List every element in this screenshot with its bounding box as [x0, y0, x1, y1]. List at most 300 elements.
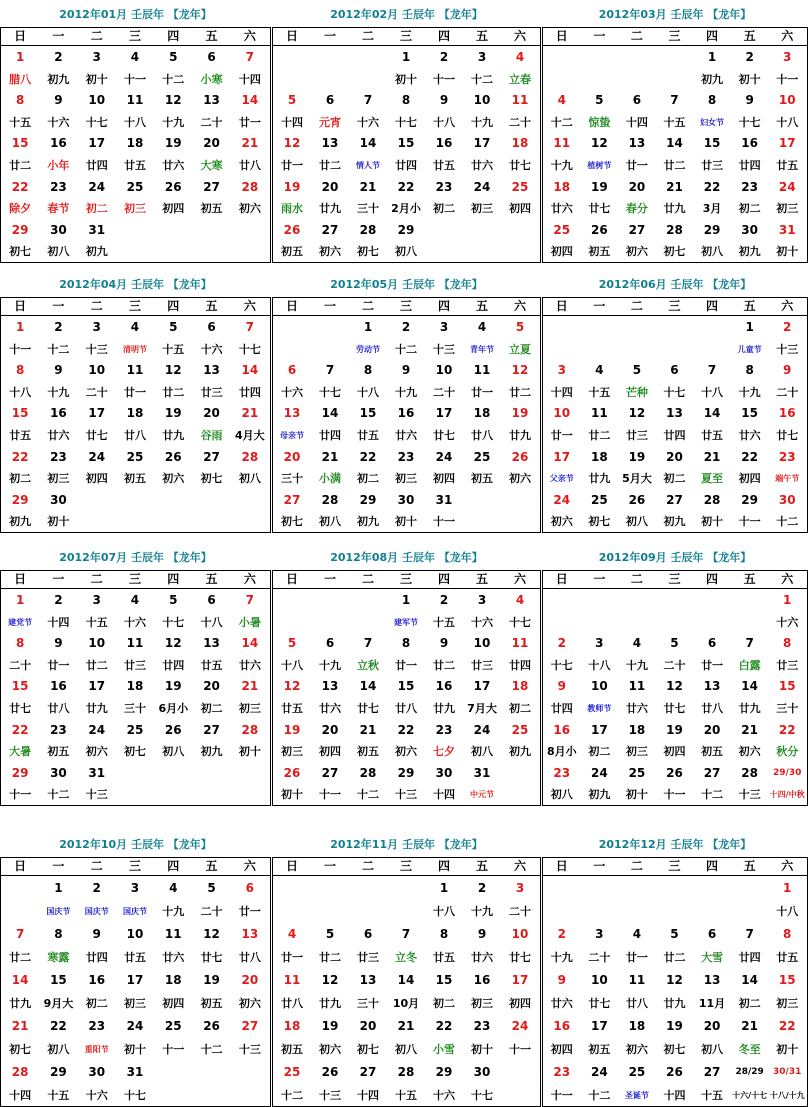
date-cell: 13: [203, 636, 220, 651]
week-dates: [543, 969, 807, 992]
weekday-label: 五: [205, 572, 218, 586]
week-lunar: [543, 511, 807, 533]
date-cell: 26: [666, 1065, 683, 1079]
lunar-cell: 初七: [663, 245, 686, 259]
weekday-label: 三: [128, 859, 141, 873]
date-cell: 11: [511, 636, 529, 651]
date-cell: 3: [515, 881, 525, 895]
weekday-label: 六: [781, 859, 794, 873]
lunar-cell: 廿四: [550, 702, 573, 715]
date-cell: 16: [88, 973, 106, 987]
date-cell: 24: [590, 1065, 608, 1079]
lunar-cell: 10月: [392, 997, 420, 1010]
date-cell: 2: [783, 320, 792, 334]
weekday-label: 五: [743, 572, 756, 586]
date-cell: 17: [511, 973, 529, 987]
date-cell: 2: [439, 593, 449, 607]
lunar-cell: 立夏: [509, 342, 531, 356]
lunar-cell: 十一: [9, 788, 32, 802]
lunar-cell: 廿九: [663, 997, 686, 1010]
date-cell: 29: [359, 492, 377, 507]
date-cell: 18: [126, 406, 144, 421]
date-cell: 24: [778, 179, 796, 194]
date-cell: 26: [283, 765, 301, 780]
date-cell: 10: [778, 93, 796, 108]
lunar-cell: 十三: [738, 788, 761, 802]
lunar-cell: 十九: [395, 385, 417, 399]
lunar-cell: 廿四: [238, 385, 261, 399]
lunar-cell: 十八/十九: [769, 1091, 805, 1100]
week-lunar: [543, 112, 807, 134]
date-cell: 14: [359, 136, 377, 151]
date-cell: 7: [745, 927, 754, 941]
date-cell: 18: [511, 136, 529, 151]
date-cell: 31: [473, 765, 491, 780]
date-cell: 8: [401, 636, 411, 651]
date-cell: 10: [435, 363, 453, 378]
lunar-cell: 十五: [47, 1089, 70, 1102]
week-lunar: [543, 900, 807, 923]
weekday-label: 六: [243, 299, 256, 313]
month-grid: [542, 570, 808, 806]
lunar-cell: 十九: [738, 385, 761, 399]
date-cell: 18: [126, 679, 144, 694]
lunar-cell: 十二: [701, 788, 724, 802]
date-cell: 21: [11, 1019, 29, 1033]
weekday-label: 一: [323, 859, 336, 873]
date-cell: 22: [11, 179, 29, 194]
week-dates: [1, 969, 270, 992]
lunar-cell: 初八: [47, 245, 70, 259]
date-cell: 6: [245, 881, 255, 895]
week-lunar: [273, 946, 540, 969]
lunar-cell: 十三: [433, 342, 455, 356]
date-cell: 22: [435, 1019, 453, 1033]
week-lunar: [543, 992, 807, 1015]
lunar-cell: 廿五: [200, 658, 223, 672]
lunar-cell: 十二: [395, 342, 417, 356]
weekday-label: 三: [668, 572, 681, 586]
lunar-cell: 廿四: [395, 159, 417, 172]
lunar-cell: 初十: [238, 745, 261, 759]
date-cell: 30: [88, 1065, 106, 1079]
weekday-label: 六: [781, 299, 794, 313]
lunar-cell: 初八: [162, 745, 185, 759]
week-lunar: [543, 1084, 807, 1107]
week-lunar: [543, 741, 807, 763]
date-cell: 15: [359, 406, 377, 421]
lunar-cell: 十二: [357, 788, 379, 802]
date-cell: 2: [54, 320, 63, 334]
date-cell: 20: [203, 406, 220, 421]
date-cell: 3: [92, 50, 101, 64]
lunar-cell: 国庆节: [122, 907, 147, 916]
lunar-cell: 初二: [738, 202, 761, 216]
lunar-cell: 十二: [200, 1043, 223, 1056]
month-grid: [542, 857, 808, 1107]
date-cell: 27: [203, 179, 220, 194]
date-cell: 27: [241, 1019, 259, 1033]
lunar-cell: 初八: [625, 515, 648, 529]
date-cell: 26: [164, 449, 182, 464]
date-cell: 17: [778, 136, 796, 151]
week-dates: [273, 133, 540, 155]
date-cell: 16: [50, 679, 67, 694]
date-cell: 17: [126, 973, 144, 987]
date-cell: 12: [628, 406, 646, 421]
date-cell: 23: [778, 449, 796, 464]
lunar-cell: 廿七: [588, 202, 611, 216]
lunar-cell: 初四: [319, 745, 341, 759]
week-lunar: [543, 339, 807, 361]
date-cell: 15: [50, 973, 67, 987]
weekday-label: 六: [243, 572, 256, 586]
date-cell: 26: [164, 179, 182, 194]
lunar-cell: 廿一: [47, 658, 70, 672]
weekday-header: [543, 858, 807, 876]
lunar-cell: 初六: [509, 472, 531, 486]
date-cell: 17: [473, 679, 491, 694]
date-cell: 25: [283, 1065, 301, 1079]
date-cell: 1: [15, 593, 25, 607]
lunar-cell: 初九: [701, 72, 724, 86]
date-cell: 15: [778, 679, 796, 694]
week-lunar: [1, 900, 270, 923]
lunar-cell: 3月: [702, 202, 722, 216]
week-lunar: [543, 946, 807, 969]
date-cell: 10: [473, 636, 491, 651]
lunar-cell: 中元节: [470, 790, 494, 800]
week-dates: [543, 447, 807, 469]
month-title: 2012年09月 壬辰年 【龙年】: [598, 551, 752, 564]
lunar-cell: 初七: [123, 745, 146, 759]
date-cell: 7: [745, 636, 754, 651]
lunar-cell: 十六: [123, 615, 146, 629]
lunar-cell: 小年: [47, 159, 70, 172]
date-cell: 4: [632, 927, 642, 941]
lunar-cell: 二十: [776, 385, 799, 399]
lunar-cell: 芒种: [625, 385, 648, 399]
weekday-label: 日: [14, 572, 27, 586]
date-cell: 31: [88, 765, 106, 780]
date-cell: 27: [628, 222, 646, 237]
lunar-cell: 初四: [85, 472, 108, 486]
lunar-cell: 十一: [738, 515, 761, 529]
week-lunar: [1, 511, 270, 533]
lunar-cell: 二十: [509, 905, 531, 918]
date-cell: 12: [666, 679, 683, 694]
weekday-label: 日: [555, 29, 568, 43]
weekday-label: 五: [743, 299, 756, 313]
date-cell: 20: [283, 449, 301, 464]
lunar-cell: 初七: [9, 1043, 32, 1056]
lunar-cell: 十四: [238, 72, 261, 86]
lunar-cell: 十五: [395, 1089, 417, 1102]
lunar-cell: 初五: [471, 472, 493, 486]
lunar-cell: 初三: [471, 202, 493, 216]
lunar-cell: 初二: [85, 997, 108, 1010]
date-cell: 3: [595, 636, 604, 651]
date-cell: 27: [321, 765, 339, 780]
date-cell: 25: [473, 449, 491, 464]
lunar-cell: 初五: [200, 202, 223, 216]
lunar-cell: 立春: [509, 72, 531, 86]
week-dates: [273, 633, 540, 655]
date-cell: 9: [439, 93, 449, 108]
date-cell: 13: [359, 973, 377, 987]
week-dates: [273, 220, 540, 242]
weekday-label: 日: [555, 572, 568, 586]
week-dates: [1, 590, 270, 612]
lunar-cell: 十三: [776, 342, 799, 356]
lunar-cell: 三十: [123, 702, 146, 715]
week-dates: [1, 1015, 270, 1038]
date-cell: 21: [703, 449, 721, 464]
date-cell: 4: [130, 320, 140, 334]
week-lunar: [1, 784, 270, 806]
lunar-cell: 二十: [200, 905, 223, 918]
weekday-label: 一: [52, 299, 65, 313]
lunar-cell: 廿一: [625, 159, 648, 172]
date-cell: 31: [435, 492, 453, 507]
lunar-cell: 廿九: [433, 702, 455, 715]
date-cell: 7: [363, 636, 373, 651]
date-cell: 8: [15, 93, 25, 108]
date-cell: 27: [703, 765, 721, 780]
lunar-cell: 大寒: [200, 159, 223, 172]
date-cell: 29: [11, 492, 29, 507]
date-cell: 21: [241, 679, 259, 694]
lunar-cell: 廿七: [433, 429, 455, 442]
week-lunar: [1, 992, 270, 1015]
weekday-label: 四: [437, 29, 450, 43]
week-dates: [273, 490, 540, 512]
lunar-cell: 十二: [162, 72, 185, 86]
lunar-cell: 初三: [238, 702, 261, 715]
date-cell: 25: [511, 179, 529, 194]
week-lunar: [273, 69, 540, 91]
date-cell: 26: [511, 449, 529, 464]
date-cell: 11: [553, 136, 571, 151]
lunar-cell: 廿二: [319, 951, 341, 964]
lunar-cell: 初九: [47, 72, 70, 86]
week-dates: [273, 447, 540, 469]
week-dates: [543, 403, 807, 425]
weekday-label: 日: [14, 29, 27, 43]
lunar-cell: 廿七: [9, 702, 32, 715]
date-cell: 13: [321, 679, 339, 694]
lunar-cell: 廿六: [47, 429, 70, 442]
week-dates: [543, 877, 807, 900]
lunar-cell: 二十: [9, 658, 32, 672]
lunar-cell: 十七: [471, 1089, 493, 1102]
date-cell: 25: [628, 765, 646, 780]
lunar-cell: 十七: [319, 385, 341, 399]
date-cell: 6: [287, 363, 297, 378]
date-cell: 5: [325, 927, 335, 941]
date-cell: 30: [741, 222, 758, 237]
date-cell: 21: [241, 406, 259, 421]
date-cell: 1: [363, 320, 373, 334]
lunar-cell: 小暑: [238, 615, 261, 629]
date-cell: 5: [169, 593, 178, 607]
week-lunar: [1, 1038, 270, 1061]
date-cell: 7: [245, 593, 255, 607]
lunar-cell: 廿六: [319, 702, 341, 715]
lunar-cell: 廿二: [9, 159, 32, 172]
weekday-label: 三: [399, 299, 412, 313]
lunar-cell: 初五: [200, 997, 223, 1010]
date-cell: 19: [164, 406, 182, 421]
date-cell: 24: [511, 1019, 529, 1033]
weekday-header: [543, 28, 807, 46]
lunar-cell: 廿六: [395, 429, 417, 442]
date-cell: 20: [203, 136, 220, 151]
date-cell: 9: [92, 927, 101, 941]
lunar-cell: 廿三: [776, 658, 799, 672]
date-cell: 17: [435, 406, 453, 421]
lunar-cell: 十五: [433, 615, 455, 629]
weekday-label: 四: [706, 572, 719, 586]
weekday-label: 日: [14, 859, 27, 873]
lunar-cell: 初十: [776, 245, 799, 259]
lunar-cell: 圣诞节: [624, 1091, 649, 1100]
lunar-cell: 初四: [509, 202, 531, 216]
lunar-cell: 二十: [588, 951, 611, 964]
date-cell: 12: [511, 363, 529, 378]
lunar-cell: 十一: [550, 1089, 573, 1102]
date-cell: 5: [207, 881, 216, 895]
weekday-header: [273, 28, 540, 46]
lunar-cell: 廿一: [395, 658, 417, 672]
date-cell: 12: [590, 136, 608, 151]
lunar-cell: 7月大: [467, 702, 497, 715]
weekday-label: 五: [475, 299, 488, 313]
date-cell: 29: [397, 765, 415, 780]
weekday-label: 四: [437, 572, 450, 586]
date-cell: 11: [126, 93, 144, 108]
week-dates: [273, 403, 540, 425]
week-lunar: [273, 241, 540, 263]
lunar-cell: 廿六: [738, 429, 761, 442]
date-cell: 5: [169, 50, 178, 64]
lunar-cell: 廿二: [319, 159, 341, 172]
lunar-cell: 初七: [9, 245, 32, 259]
lunar-cell: 十九: [625, 658, 648, 672]
lunar-cell: 廿四: [162, 658, 185, 672]
date-cell: 10: [88, 636, 106, 651]
date-cell: 7: [401, 927, 411, 941]
date-cell: 1: [401, 50, 411, 64]
date-cell: 18: [628, 1019, 646, 1033]
lunar-cell: 廿五: [9, 429, 32, 442]
lunar-cell: 初四: [550, 245, 573, 259]
lunar-cell: 大暑: [9, 745, 32, 759]
lunar-cell: 十七: [162, 615, 185, 629]
lunar-cell: 初七: [357, 245, 379, 259]
lunar-cell: 廿五: [776, 159, 799, 172]
weekday-label: 三: [399, 859, 412, 873]
month-title: 2012年08月 壬辰年 【龙年】: [330, 551, 483, 564]
week-dates: [1, 220, 270, 242]
date-cell: 26: [628, 492, 646, 507]
lunar-cell: 廿九: [85, 702, 108, 715]
lunar-cell: 儿童节: [737, 344, 762, 354]
lunar-cell: 廿八: [281, 997, 303, 1010]
week-dates: [273, 177, 540, 199]
date-cell: 29: [703, 222, 721, 237]
week-lunar: [543, 612, 807, 634]
date-cell: 11: [164, 927, 182, 941]
lunar-cell: 初四: [162, 997, 185, 1010]
date-cell: 22: [778, 722, 796, 737]
date-cell: 10: [553, 406, 571, 421]
date-cell: 21: [397, 1019, 415, 1033]
date-cell: 25: [553, 222, 571, 237]
weekday-label: 一: [52, 859, 65, 873]
lunar-cell: 春节: [47, 202, 70, 216]
lunar-cell: 5月大: [622, 472, 652, 486]
lunar-cell: 夏至: [701, 472, 724, 486]
date-cell: 11: [126, 363, 144, 378]
date-cell: 28/29: [735, 1067, 764, 1077]
week-dates: [273, 1015, 540, 1038]
date-cell: 9: [557, 973, 566, 987]
date-cell: 28: [359, 765, 377, 780]
date-cell: 20: [203, 679, 220, 694]
date-cell: 19: [628, 449, 646, 464]
date-cell: 26: [283, 222, 301, 237]
lunar-cell: 初九: [200, 745, 223, 759]
month-title: 2012年12月 壬辰年 【龙年】: [598, 838, 752, 851]
lunar-cell: 初四: [663, 745, 686, 759]
lunar-cell: 9月大: [43, 997, 74, 1010]
weekday-label: 二: [361, 859, 374, 873]
date-cell: 2: [401, 320, 411, 334]
week-dates: [273, 47, 540, 69]
date-cell: 8: [54, 927, 63, 941]
date-cell: 15: [741, 406, 758, 421]
date-cell: 20: [703, 722, 721, 737]
lunar-cell: 十九: [550, 951, 573, 964]
lunar-cell: 十七: [395, 115, 417, 129]
lunar-cell: 十七: [550, 658, 573, 672]
week-dates: [543, 590, 807, 612]
lunar-cell: 二十: [200, 115, 223, 129]
week-dates: [1, 676, 270, 698]
week-dates: [1, 90, 270, 112]
weekday-label: 一: [593, 29, 606, 43]
lunar-cell: 初四: [162, 202, 185, 216]
date-cell: 12: [283, 136, 301, 151]
weekday-label: 二: [630, 572, 643, 586]
date-cell: 29: [435, 1065, 453, 1079]
lunar-cell: 初八: [395, 245, 417, 259]
date-cell: 14: [241, 363, 259, 378]
lunar-cell: 十一: [123, 72, 146, 86]
lunar-cell: 廿二: [509, 385, 531, 399]
lunar-cell: 惊蛰: [588, 115, 611, 129]
weekday-label: 四: [437, 859, 450, 873]
date-cell: 11: [511, 93, 529, 108]
date-cell: 4: [130, 50, 140, 64]
lunar-cell: 十五: [663, 115, 686, 129]
date-cell: 8: [363, 363, 373, 378]
lunar-cell: 植树节: [587, 161, 612, 170]
date-cell: 26: [666, 765, 683, 780]
week-lunar: [273, 784, 540, 806]
date-cell: 23: [435, 179, 453, 194]
